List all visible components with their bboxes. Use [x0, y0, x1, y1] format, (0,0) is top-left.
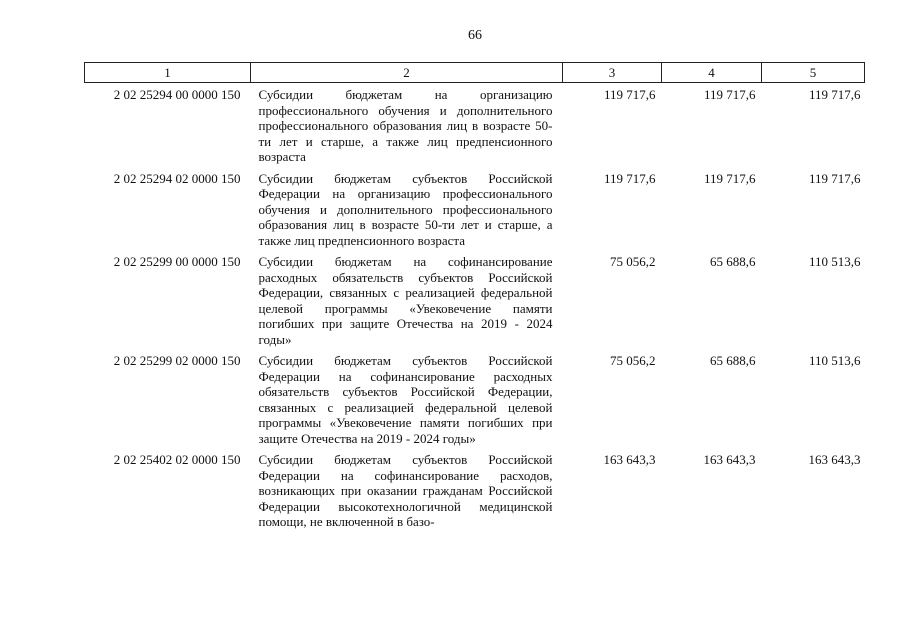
amount-col-5: 163 643,3	[808, 452, 861, 467]
amount-col-5: 110 513,6	[808, 353, 861, 368]
amount-col-3: 163 643,3	[603, 452, 656, 467]
budget-code: 2 02 25299 00 0000 150	[113, 254, 241, 269]
amount-col-3: 75 056,2	[610, 254, 656, 269]
column-header-5: 5	[762, 63, 865, 83]
table-row	[85, 450, 865, 534]
revenue-description: Субсидии бюджетам на организацию профессионального обучения и дополнительного профессионального образования лиц в возрасте 50-ти лет и старше, а также лиц предпенсионного возраста	[258, 87, 553, 164]
amount-col-4: 119 717,6	[703, 170, 756, 186]
budget-code: 2 02 25294 02 0000 150	[113, 170, 241, 186]
table-row	[85, 169, 865, 253]
table-row	[85, 351, 865, 450]
revenue-description: Субсидии бюджетам субъектов Российской Федерации на организацию профессионального обучения и дополнительного профессионального образования лиц в возрасте 50-ти лет и старше, а также лиц предпенсионного возраста	[258, 170, 553, 248]
revenue-description: Субсидии бюджетам на софинансирование расходных обязательств субъектов Российской Федерации, связанных с реализацией федеральной целевой программы «Увековечение памяти погибших при защите Отечества на 2019 - 2024 годы»	[258, 254, 553, 347]
amount-col-3: 75 056,2	[610, 353, 656, 368]
revenue-description: Субсидии бюджетам субъектов Российской Федерации на софинансирование расходных обязательств субъектов Российской Федерации, связанных с реализацией федеральной целевой программы «Увековечение памяти погибших при защите Отечества на 2019 - 2024 годы»	[258, 353, 553, 446]
column-header-3: 3	[563, 63, 662, 83]
amount-col-4: 163 643,3	[703, 452, 756, 467]
revenue-description: Субсидии бюджетам субъектов Российской Федерации на софинансирование расходов, возникающих при оказании гражданам Российской Федерации высокотехнологичной медицинской помощи, не включенной в базо-	[258, 452, 553, 529]
budget-code: 2 02 25294 00 0000 150	[113, 87, 241, 102]
page-number: 66	[468, 28, 482, 43]
table-row	[85, 252, 865, 351]
budget-revenue-table	[84, 62, 865, 534]
amount-col-5: 119 717,6	[808, 87, 861, 102]
amount-col-5: 119 717,6	[808, 170, 861, 186]
table-header-row	[85, 63, 865, 83]
amount-col-4: 119 717,6	[703, 87, 756, 102]
amount-col-4: 65 688,6	[710, 353, 756, 368]
amount-col-5: 110 513,6	[808, 254, 861, 269]
table-row	[85, 83, 865, 169]
amount-col-3: 119 717,6	[603, 87, 656, 102]
amount-col-4: 65 688,6	[710, 254, 756, 269]
amount-col-3: 119 717,6	[603, 170, 656, 186]
column-header-4: 4	[662, 63, 762, 83]
column-header-2: 2	[251, 63, 563, 83]
column-header-1: 1	[85, 63, 251, 83]
budget-code: 2 02 25402 02 0000 150	[113, 452, 241, 467]
budget-code: 2 02 25299 02 0000 150	[113, 353, 241, 368]
